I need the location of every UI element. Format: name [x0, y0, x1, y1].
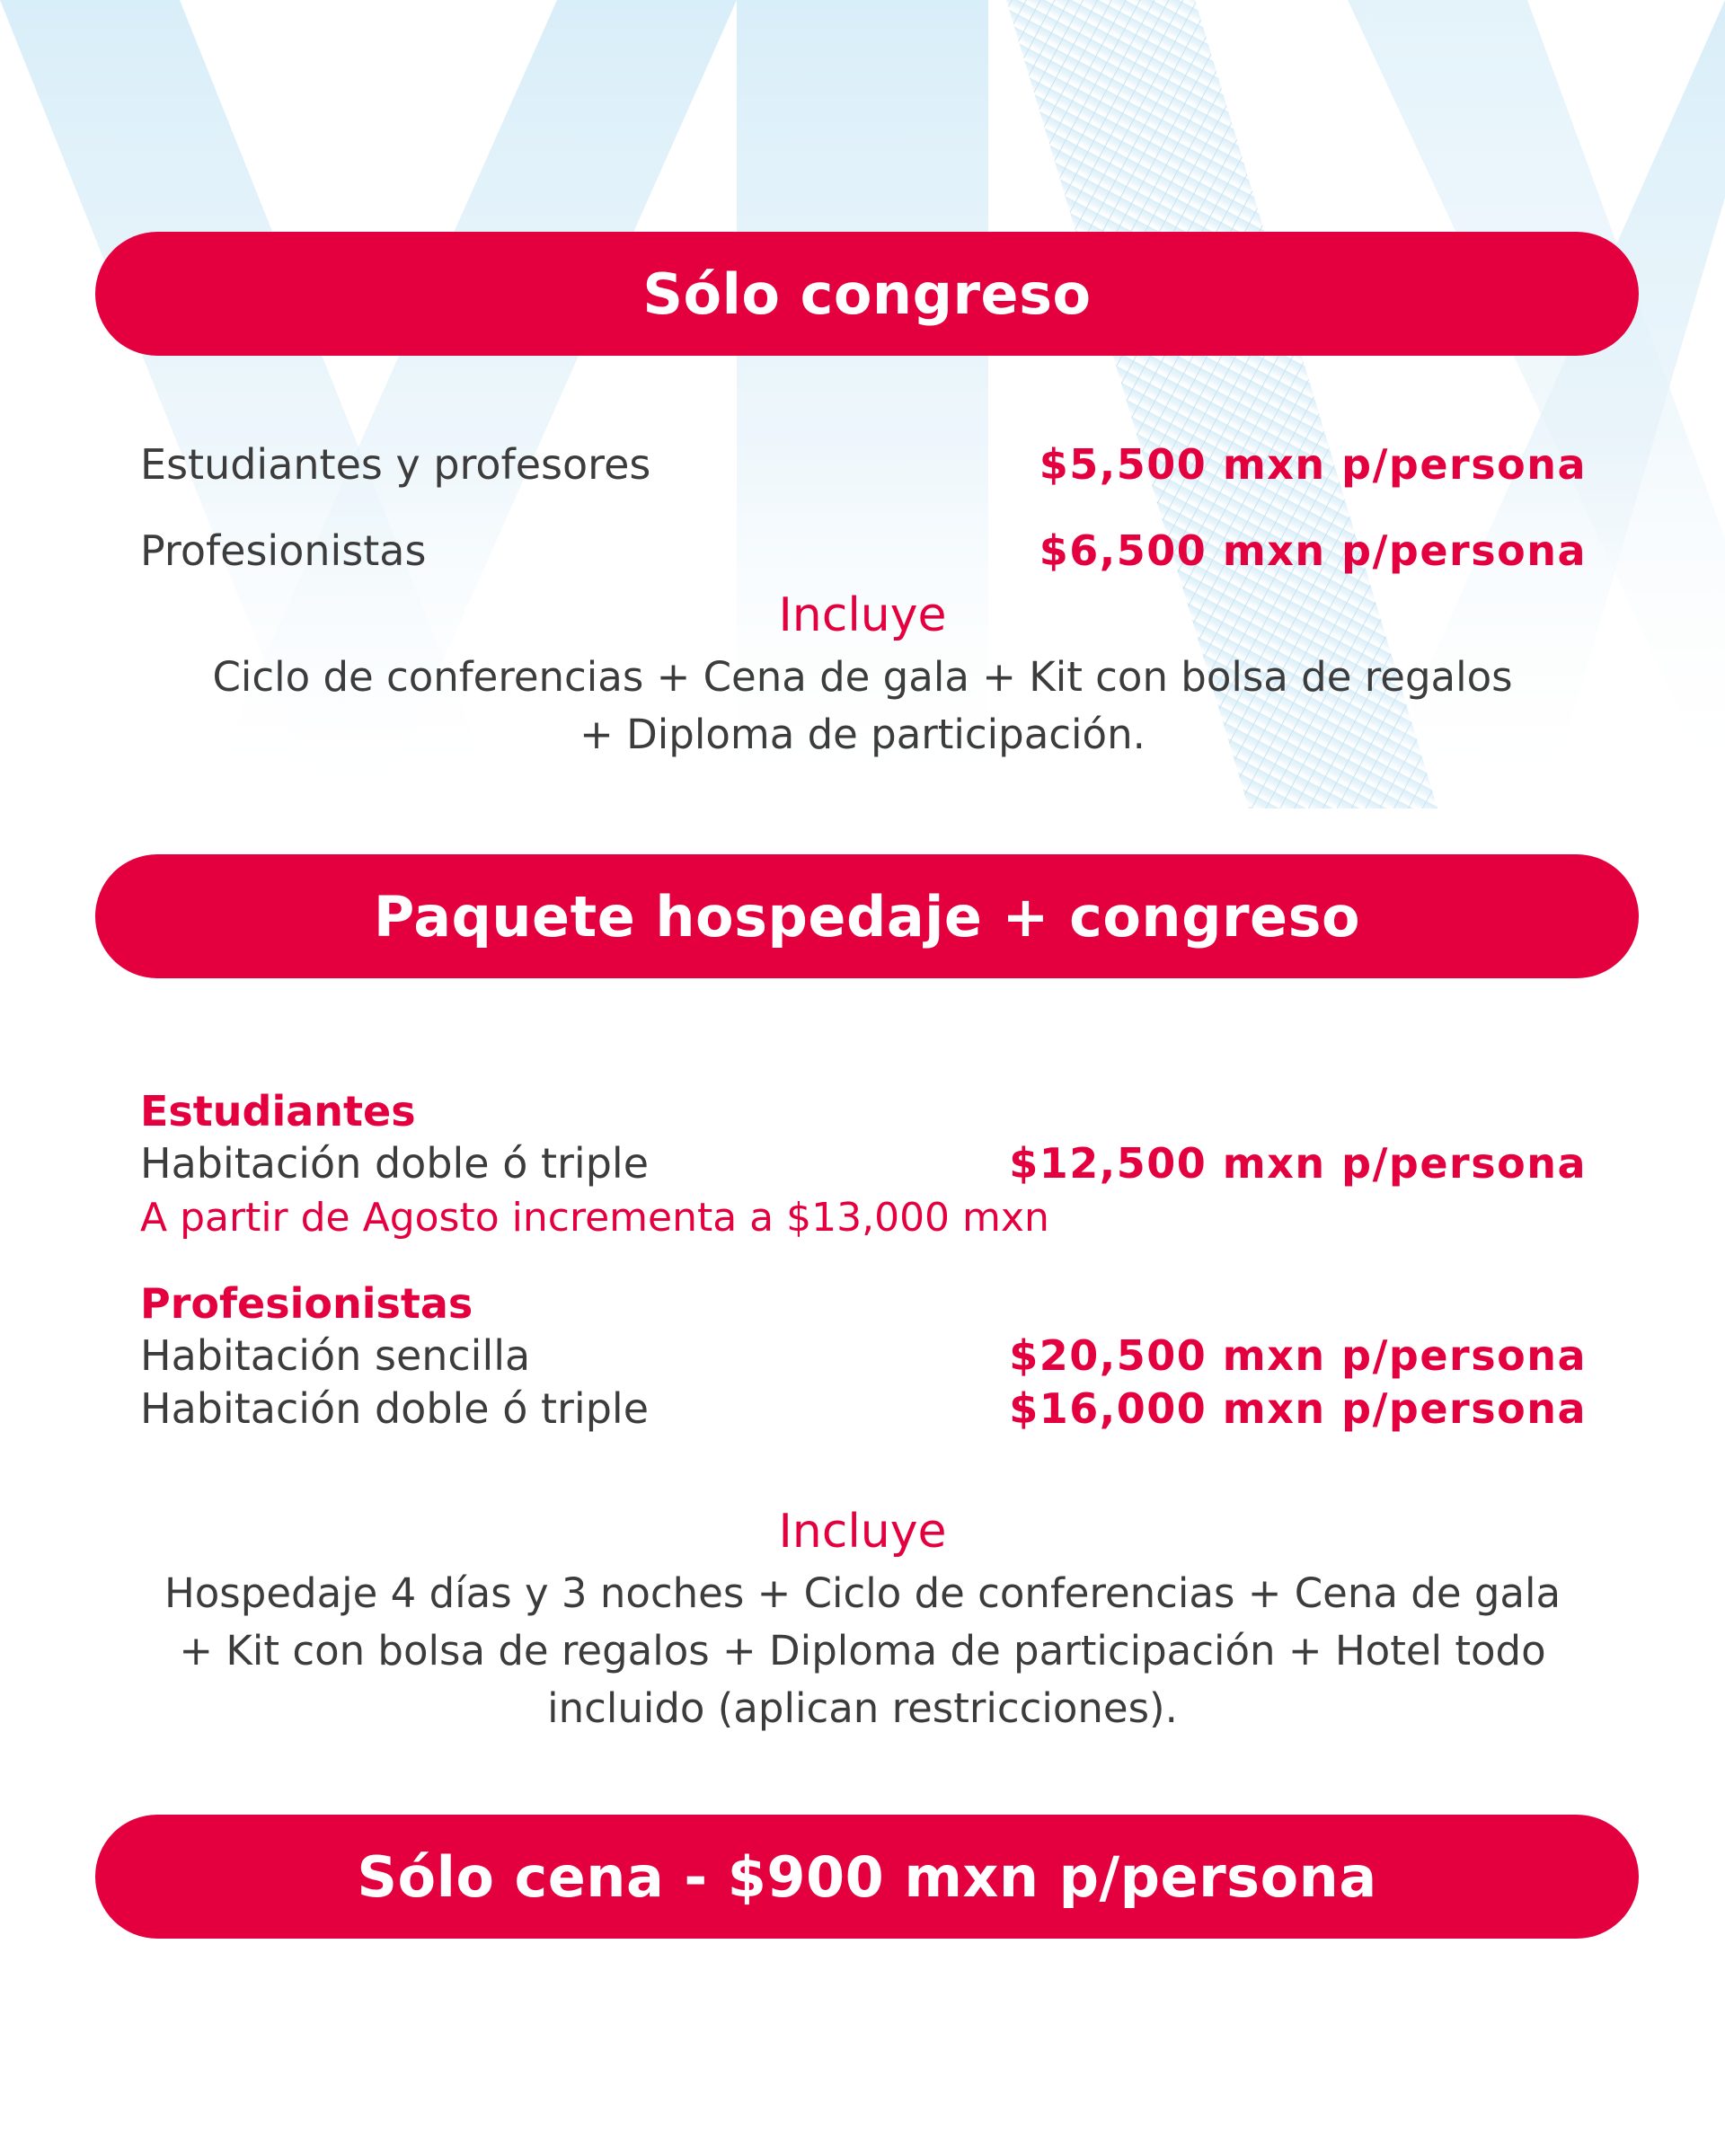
row-price: $6,500 mxn p/persona	[1039, 526, 1587, 575]
incluye-line: incluido (aplican restricciones).	[547, 1684, 1178, 1732]
solo-cena-banner: Sólo cena - $900 mxn p/persona	[95, 1815, 1639, 1939]
row-price: $20,500 mxn p/persona	[1009, 1331, 1587, 1380]
estudiantes-row-doble	[140, 1139, 1587, 1188]
profesionistas-row-sencilla	[140, 1331, 1587, 1381]
solo-congreso-incluye-text	[126, 649, 1599, 764]
solo-congreso-row-profesionistas	[140, 526, 1587, 576]
row-label: Habitación doble ó triple	[140, 1384, 649, 1433]
row-label: Habitación doble ó triple	[140, 1139, 649, 1188]
paquete-incluye-title: Incluye	[778, 1505, 947, 1559]
row-price: $16,000 mxn p/persona	[1009, 1384, 1587, 1433]
solo-congreso-row-estudiantes	[140, 440, 1587, 490]
row-label: Estudiantes y profesores	[140, 440, 651, 489]
solo-congreso-banner: Sólo congreso	[95, 232, 1639, 356]
profesionistas-row-doble	[140, 1384, 1587, 1434]
incluye-line: Ciclo de conferencias + Cena de gala + Kit con bolsa de regalos	[212, 653, 1513, 701]
incluye-line: + Kit con bolsa de regalos + Diploma de participación + Hotel todo	[179, 1627, 1546, 1674]
row-label: Profesionistas	[140, 526, 427, 575]
row-price: $12,500 mxn p/persona	[1009, 1139, 1587, 1188]
solo-congreso-incluye-title: Incluye	[778, 588, 947, 642]
incluye-line: Hospedaje 4 días y 3 noches + Ciclo de conferencias + Cena de gala	[164, 1569, 1561, 1617]
estudiantes-price-note: A partir de Agosto incrementa a $13,000 mxn	[140, 1195, 1049, 1241]
incluye-line: + Diploma de participación.	[579, 711, 1146, 758]
row-label: Habitación sencilla	[140, 1331, 531, 1380]
paquete-banner: Paquete hospedaje + congreso	[95, 854, 1639, 978]
paquete-incluye-text	[126, 1565, 1599, 1737]
profesionistas-heading: Profesionistas	[140, 1279, 473, 1328]
estudiantes-heading: Estudiantes	[140, 1087, 416, 1135]
row-price: $5,500 mxn p/persona	[1039, 440, 1587, 489]
